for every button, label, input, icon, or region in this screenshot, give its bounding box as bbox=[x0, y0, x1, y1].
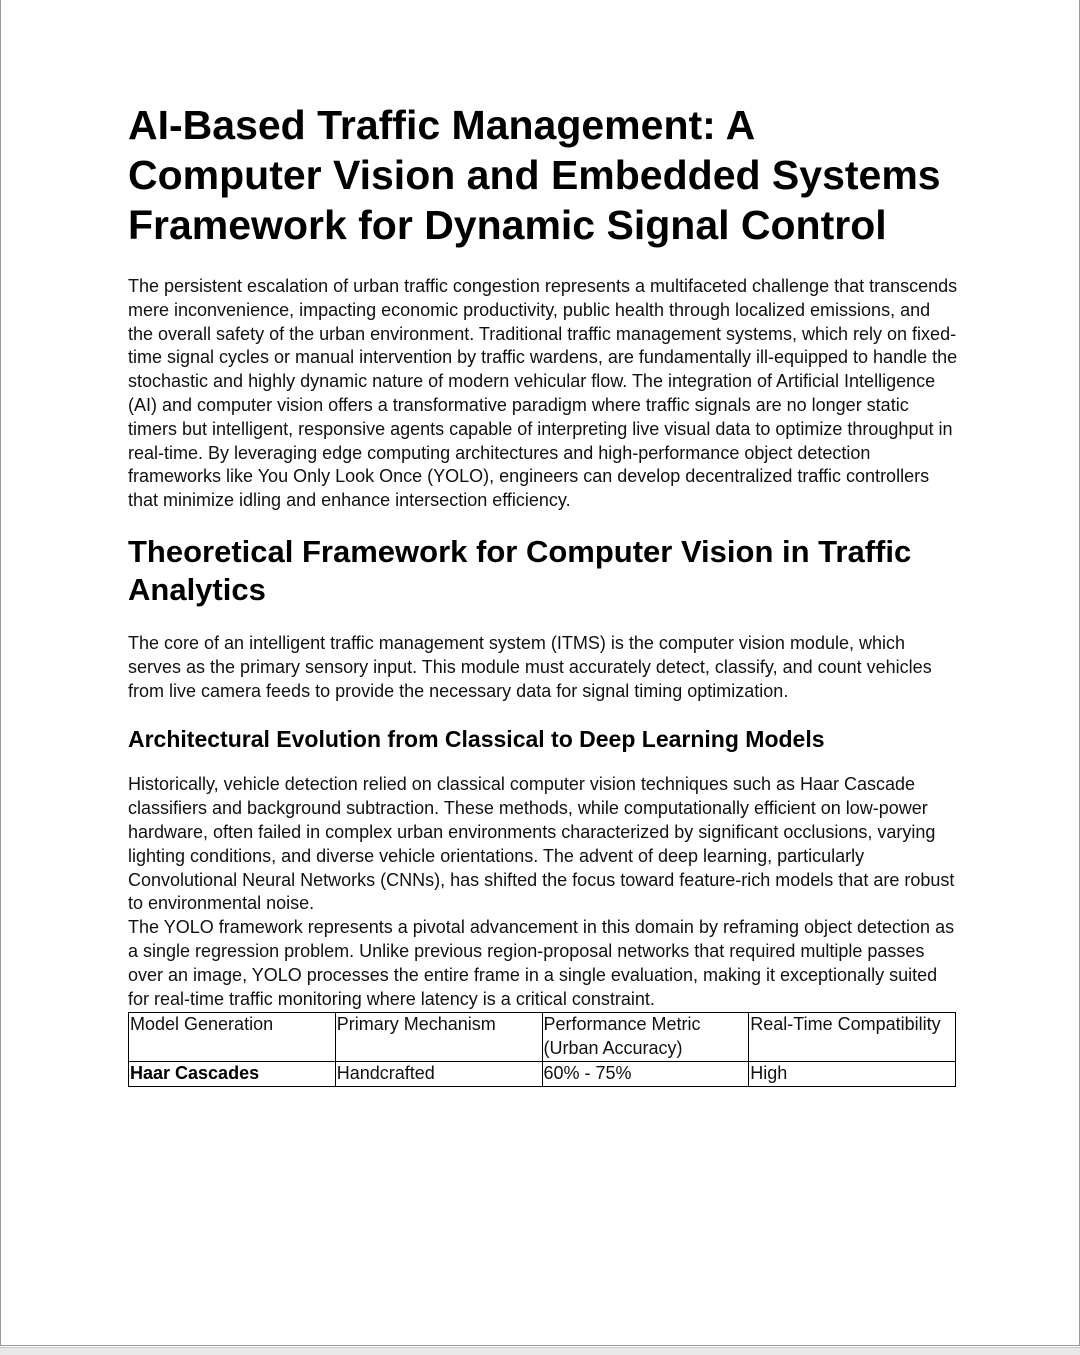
section-heading-theory: Theoretical Framework for Computer Vision in Traffic Analytics bbox=[128, 533, 912, 607]
table-cell-compatibility: High bbox=[749, 1061, 956, 1086]
architecture-paragraph-2: The YOLO framework represents a pivotal advancement in this domain by reframing object detection as a single regression problem. Unlike previous region-proposal networks that required multiple passes over an image, YOLO processes the entire frame in a single evaluation, making it exceptionally suited for real-time traffic monitoring where latency is a critical constraint. bbox=[128, 917, 955, 1009]
table-header-cell: Real-Time Compatibility bbox=[749, 1013, 956, 1062]
table-header-cell: Model Generation bbox=[129, 1013, 336, 1062]
model-comparison-table bbox=[128, 1012, 956, 1086]
intro-paragraph: The persistent escalation of urban traffic congestion represents a multifaceted challenge that transcends mere inconvenience, impacting economic productivity, public health through localized emissions, and the overall safety of the urban environment. Traditional traffic management systems, which rely on fixed-time signal cycles or manual intervention by traffic wardens, are fundamentally ill-equipped to handle the stochastic and highly dynamic nature of modern vehicular flow. The integration of Artificial Intelligence (AI) and computer vision offers a transformative paradigm where traffic signals are no longer static timers but intelligent, responsive agents capable of interpreting live visual data to optimize throughput in real-time. By leveraging edge computing architectures and high-performance object detection frameworks like You Only Look Once (YOLO), engineers can develop decentralized traffic controllers that minimize idling and enhance intersection efficiency. bbox=[128, 276, 958, 511]
table-header-row bbox=[129, 1013, 956, 1062]
document-title: AI-Based Traffic Management: A Computer Vision and Embedded Systems Framework for Dynamic Signal Control bbox=[128, 102, 941, 248]
subsection-heading-architecture: Architectural Evolution from Classical to Deep Learning Models bbox=[128, 726, 825, 753]
architecture-paragraph-1: Historically, vehicle detection relied on classical computer vision techniques such as Haar Cascade classifiers and background subtraction. These methods, while computationally efficient on low-power hardware, often failed in complex urban environments characterized by significant occlusions, varying lighting conditions, and diverse vehicle orientations. The advent of deep learning, particularly Convolutional Neural Networks (CNNs), has shifted the focus toward feature-rich models that are robust to environmental noise. bbox=[128, 774, 955, 914]
theory-paragraph: The core of an intelligent traffic management system (ITMS) is the computer vision module, which serves as the primary sensory input. This module must accurately detect, classify, and count vehicles from live camera feeds to provide the necessary data for signal timing optimization. bbox=[128, 632, 932, 701]
table-header-cell: Performance Metric (Urban Accuracy) bbox=[542, 1013, 749, 1062]
table-cell-model: Haar Cascades bbox=[129, 1061, 336, 1086]
table-cell-accuracy: 60% - 75% bbox=[542, 1061, 749, 1086]
table-cell-mechanism: Handcrafted bbox=[335, 1061, 542, 1086]
document-content bbox=[128, 100, 958, 1087]
table-header-cell: Primary Mechanism bbox=[335, 1013, 542, 1062]
table-row bbox=[129, 1061, 956, 1086]
